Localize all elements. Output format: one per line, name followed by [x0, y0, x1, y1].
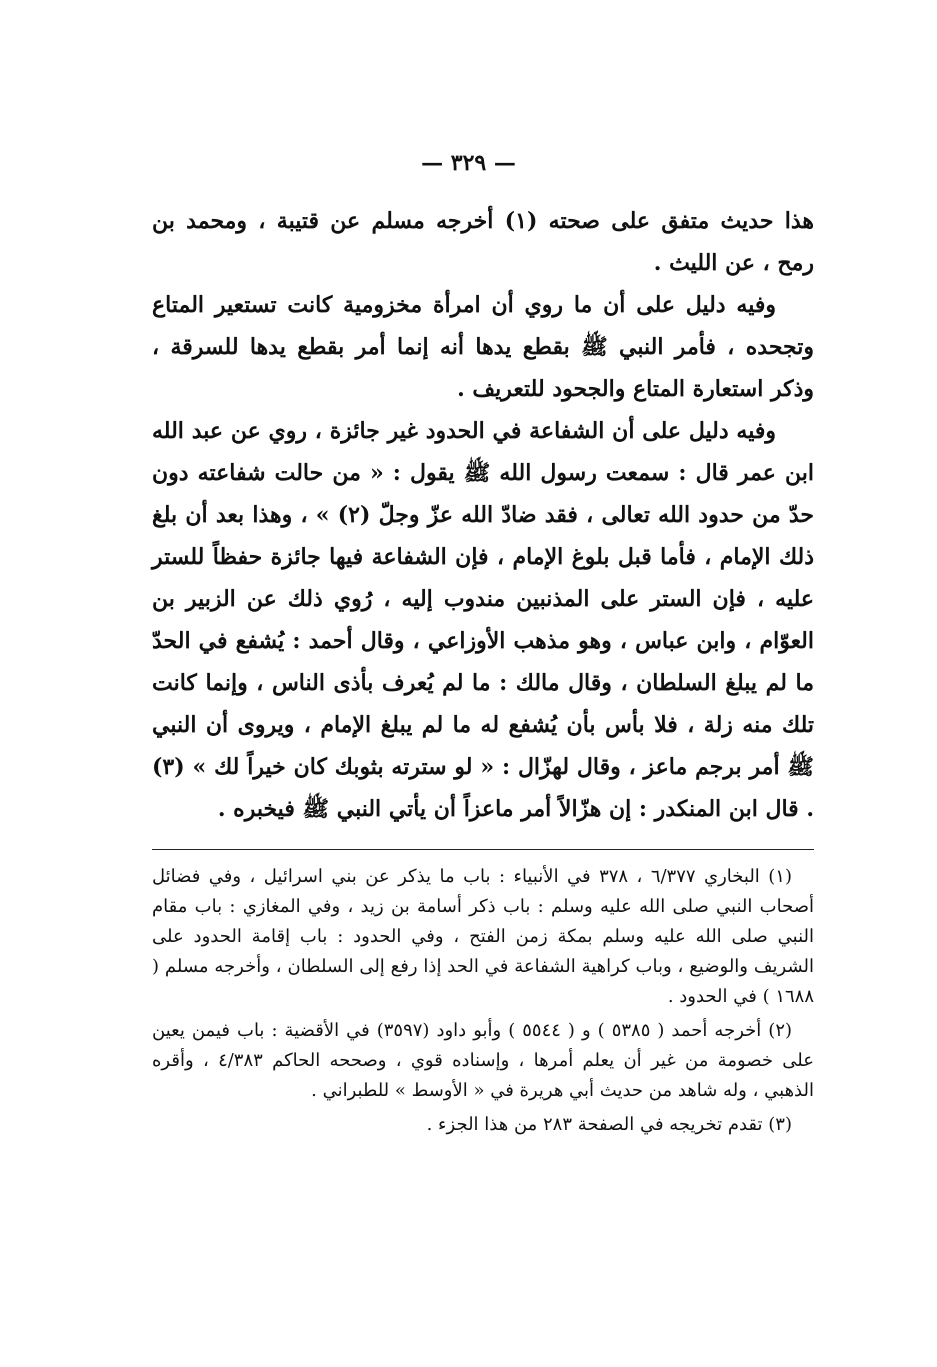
footnote-divider: [152, 849, 814, 850]
page-number: — ٣٢٩ —: [421, 150, 516, 176]
footnotes: [152, 862, 814, 1144]
main-text: [152, 200, 814, 830]
footnote-1: (١) البخاري ٦/٣٧٧ ، ٣٧٨ في الأنبياء : باب ما يذكر عن بني اسرائيل ، وفي فضائل أصحاب النبي صلى الله عليه وسلم : باب ذكر أسامة بن زيد ، وفي المغازي : باب مقام النبي صلى الله عليه وسلم بمكة زمن الفتح ، وفي الحدود : باب إقامة الحدود على الشريف والوضيع ، وباب كراهية الشفاعة في الحد إذا رفع إلى السلطان ، وأخرجه مسلم ( ١٦٨٨ ) في الحدود .: [152, 866, 814, 1007]
paragraph-makhzumi-woman: وفيه دليل على أن ما روي أن امرأة مخزومية كانت تستعير المتاع وتجحده ، فأمر النبي ﷺ بقطع يدها أنه إنما أمر بقطع يدها للسرقة ، وذكر استعارة المتاع والجحود للتعريف .: [152, 292, 814, 402]
paragraph-hadith-source: هذا حديث متفق على صحته (١) أخرجه مسلم عن قتيبة ، ومحمد بن رمح ، عن الليث .: [152, 208, 814, 276]
footnote-2: (٢) أخرجه أحمد ( ٥٣٨٥ ) و ( ٥٥٤٤ ) وأبو داود (٣٥٩٧) في الأقضية : باب فيمن يعين على خصومة من غير أن يعلم أمرها ، وإسناده قوي ، وصححه الحاكم ٤/٣٨٣ ، وأقره الذهبي ، وله شاهد من حديث أبي هريرة في « الأوسط » للطبراني .: [152, 1020, 815, 1101]
footnote-3: (٣) تقدم تخريجه في الصفحة ٢٨٣ من هذا الجزء .: [426, 1114, 792, 1135]
paragraph-intercession: وفيه دليل على أن الشفاعة في الحدود غير جائزة ، روي عن عبد الله ابن عمر قال : سمعت رسول الله ﷺ يقول : « من حالت شفاعته دون حدّ من حدود الله تعالى ، فقد ضادّ الله عزّ وجلّ (٢) » ، وهذا بعد أن بلغ ذلك الإمام ، فأما قبل بلوغ الإمام ، فإن الشفاعة فيها جائزة حفظاً للستر عليه ، فإن الستر على المذنبين مندوب إليه ، رُوي ذلك عن الزبير بن العوّام ، وابن عباس ، وهو مذهب الأوزاعي ، وقال أحمد : يُشفع في الحدّ ما لم يبلغ السلطان ، وقال مالك : ما لم يُعرف بأذى الناس ، وإنما كانت تلك منه زلة ، فلا بأس بأن يُشفع له ما لم يبلغ الإمام ، ويروى أن النبي ﷺ أمر برجم ماعز ، وقال لهزّال : « لو سترته بثوبك كان خيراً لك » (٣) . قال ابن المنكدر : إن هزّالاً أمر ماعزاً أن يأتي النبي ﷺ فيخبره .: [152, 418, 814, 822]
